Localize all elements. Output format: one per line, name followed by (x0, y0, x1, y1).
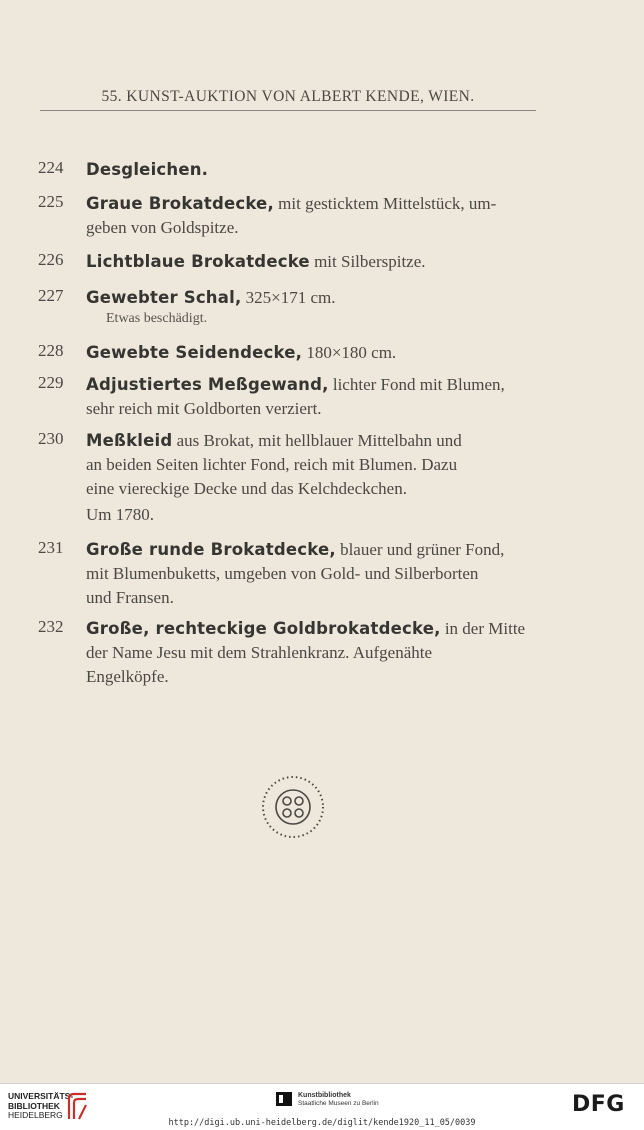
kunstbibliothek-label[interactable] (298, 1092, 379, 1108)
entry-number: 231 (38, 538, 64, 557)
entry-title: Große runde Brokatdecke, (86, 540, 336, 559)
entry-line: blauer und grüner Fond, (335, 540, 505, 559)
entry-text (86, 158, 540, 182)
entry-number: 225 (38, 192, 64, 211)
entry-number: 224 (38, 158, 64, 177)
entry-text (86, 192, 540, 240)
kb-sub: Staatliche Museen zu Berlin (298, 1100, 379, 1107)
entry-title: Lichtblaue Brokatdecke (86, 252, 310, 271)
entry-title: Desgleichen. (86, 160, 209, 179)
entry-text (86, 429, 540, 501)
entry-note: Etwas beschädigt. (106, 311, 208, 326)
ub-line: BIBLIOTHEK (8, 1100, 60, 1111)
entry-text (86, 617, 540, 689)
kb-name: Kunstbibliothek (298, 1092, 351, 1099)
ub-line: HEIDELBERG (8, 1110, 63, 1120)
entry-text (86, 538, 540, 610)
entry-line: eine viereckige Decke und das Kelchdeckchen. (86, 479, 407, 498)
entry-text (86, 286, 540, 310)
entry-line: an beiden Seiten lichter Fond, reich mit Blumen. Dazu (86, 455, 458, 474)
entry-text (86, 341, 540, 365)
permalink-url[interactable]: http://digi.ub.uni-heidelberg.de/diglit/kende1920_11_05/0039 (168, 1118, 476, 1128)
entry-number: 228 (38, 341, 64, 360)
entry-title: Adjustiertes Meßgewand, (86, 375, 329, 394)
ub-line: UNIVERSITÄTS- (8, 1091, 74, 1101)
entry-title: Große, rechteckige Goldbrokatdecke, (86, 619, 441, 638)
entry-line: 180×180 cm. (302, 343, 397, 362)
entry-line: und Fransen. (86, 588, 174, 607)
entry-number: 229 (38, 373, 64, 392)
entry-line: mit Blumenbuketts, umgeben von Gold- und Silberborten (86, 564, 479, 583)
entry-line: sehr reich mit Goldborten verziert. (86, 399, 322, 418)
entry-line: mit Silberspitze. (309, 252, 426, 271)
viewer-footer (0, 1083, 644, 1130)
dfg-logo[interactable]: DFG (572, 1092, 625, 1117)
entry-title: Gewebte Seidendecke, (86, 343, 303, 362)
running-header: 55. KUNST-AUKTION VON ALBERT KENDE, WIEN. (101, 88, 475, 105)
entry-number: 230 (38, 429, 64, 448)
ornament-vignette-icon (260, 774, 326, 840)
entry-line: aus Brokat, mit hellblauer Mittelbahn und (172, 431, 462, 450)
entry-title: Gewebter Schal, (86, 288, 242, 307)
header-rule (40, 110, 536, 111)
entry-number: 227 (38, 286, 64, 305)
entry-line: Engelköpfe. (86, 667, 169, 686)
entry-date: Um 1780. (86, 505, 154, 524)
ub-heidelberg-label[interactable] (8, 1092, 73, 1121)
entry-title: Meßkleid (86, 431, 173, 450)
entry-line: geben von Goldspitze. (86, 218, 239, 237)
entry-number: 232 (38, 617, 64, 636)
entry-title: Graue Brokatdecke, (86, 194, 274, 213)
entry-line: der Name Jesu mit dem Strahlenkranz. Aufgenähte (86, 643, 433, 662)
entry-number: 226 (38, 250, 64, 269)
entry-line: 325×171 cm. (241, 288, 336, 307)
entry-text (86, 250, 540, 274)
entry-line: mit gesticktem Mittelstück, um- (273, 194, 497, 213)
kunstbibliothek-logo-icon[interactable] (276, 1092, 292, 1106)
entry-text (86, 373, 540, 421)
entry-line: in der Mitte (440, 619, 526, 638)
ub-heidelberg-logo-icon[interactable] (66, 1091, 90, 1121)
entry-line: lichter Fond mit Blumen, (328, 375, 505, 394)
